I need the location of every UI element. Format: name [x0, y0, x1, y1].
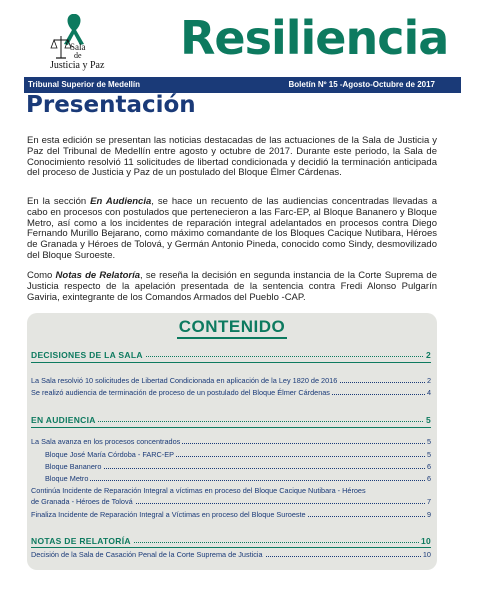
toc-entry-label: Finaliza Incidente de Reparación Integral a Víctimas en proceso del Bloque Suroeste [31, 510, 306, 519]
toc-subentry[interactable] [45, 461, 431, 473]
toc-entry-label: Continúa Incidente de Reparación Integral a víctimas en proceso del Bloque Cacique Nutibara - Héroes [31, 486, 366, 495]
toc-page-number: 5 [426, 450, 431, 459]
contents-heading: CONTENIDO [178, 317, 286, 336]
logo-text-justicia-paz: Justicia y Paz [50, 60, 105, 71]
text-span: , se reseña la decisión en segunda instancia de la Corte Suprema de Justicia respecto de la apelación presentada de la sentencia contra Fredi Alonso Pulgarín Gaviria, exintegrante de los Comandos Armados del Pueblo -CAP. [27, 270, 437, 303]
section-divider [31, 547, 431, 548]
toc-page-number: 2 [425, 350, 431, 360]
toc-section-notas-relatoria[interactable] [31, 535, 431, 547]
toc-entry[interactable] [31, 436, 431, 448]
toc-page-number: 10 [420, 536, 431, 546]
toc-page-number: 9 [426, 510, 431, 519]
toc-entry-label: La Sala resolvió 10 solicitudes de Libertad Condicionada en aplicación de la Ley 1820 de 2016 [31, 376, 338, 385]
toc-entry-label: Bloque Metro [45, 474, 89, 483]
heading-underline [177, 337, 287, 339]
logo-text-sala: Sala [70, 42, 86, 52]
toc-entry[interactable] [31, 375, 431, 387]
toc-section-label: DECISIONES DE LA SALA [31, 350, 143, 360]
emphasis-notas-relatoria: Notas de Relatoría [55, 270, 141, 281]
emphasis-en-audiencia: En Audiencia [90, 196, 152, 207]
section-title: Presentación [26, 92, 196, 118]
section-divider [31, 427, 431, 428]
text-span: Como [27, 270, 56, 281]
toc-entry-label: La Sala avanza en los procesos concentrados [31, 437, 181, 446]
toc-entry-label: Bloque Bananero [45, 462, 102, 471]
toc-page-number: 10 [422, 550, 431, 559]
toc-section-label: NOTAS DE RELATORÍA [31, 536, 131, 546]
toc-page-number: 6 [426, 462, 431, 471]
bulletin-issue: Boletín Nº 15 -Agosto-Octubre de 2017 [288, 80, 435, 89]
section-divider [31, 362, 431, 363]
toc-subentry[interactable] [45, 473, 431, 485]
toc-entry[interactable] [31, 509, 431, 521]
toc-entry[interactable] [31, 387, 431, 399]
toc-entry[interactable] [31, 549, 431, 561]
intro-paragraph-2 [27, 197, 437, 262]
text-span: En la sección [27, 196, 91, 207]
tribunal-name: Tribunal Superior de Medellín [28, 80, 141, 89]
toc-entry-label: Se realizó audiencia de terminación de proceso de un postulado del Bloque Élmer Cárdenas [31, 388, 330, 397]
intro-paragraph-3 [27, 271, 437, 303]
leader-dots [45, 480, 431, 481]
table-of-contents [27, 313, 437, 570]
logo-text-de: de [74, 51, 82, 60]
header-bar [24, 77, 461, 93]
toc-entry[interactable] [31, 496, 431, 508]
publication-title: Resiliencia [180, 11, 449, 65]
toc-section-en-audiencia[interactable] [31, 414, 431, 426]
sala-justicia-paz-logo [30, 10, 120, 72]
toc-section-label: EN AUDIENCIA [31, 415, 96, 425]
toc-page-number: 5 [425, 415, 431, 425]
toc-entry-label: Decisión de la Sala de Casación Penal de la Corte Suprema de Justicia [31, 550, 263, 559]
toc-entry-label: de Granada - Héroes de Tolová [31, 497, 133, 506]
intro-paragraph-1: En esta edición se presentan las noticias destacadas de las actuaciones de la Sala de Justicia y Paz del Tribunal de Medellín entre agosto y octubre de 2017. Durante este periodo, la Sala de Conocimiento resolvió 11 solicitudes de libertad condicionada y decidió la terminación anticipada del proceso de Justicia y Paz de un postulado del Bloque Élmer Cárdenas. [27, 135, 437, 179]
toc-page-number: 6 [426, 474, 431, 483]
toc-page-number: 4 [426, 388, 431, 397]
text-span: , se hace un recuento de las audiencias concentradas llevadas a cabo en procesos con postulados que pertenecieron a las Farc-EP, al Bloque Bananero y Bloque Metro, así como a los incidentes de reparación integral adelantados en procesos contra Diego Fernando Murillo Bejarano, como máximo comandante de los Bloques Cacique Nutibara, Héroes de Granada y Héroes de Tolová, y Germán Antonio Pineda, conocido como Sindy, desmovilizado del Bloque Suroeste. [27, 196, 437, 261]
toc-entry-label: Bloque José María Córdoba - FARC-EP [45, 450, 174, 459]
toc-page-number: 2 [426, 376, 431, 385]
toc-section-decisiones[interactable] [31, 349, 431, 361]
toc-page-number: 5 [426, 437, 431, 446]
toc-page-number: 7 [426, 497, 431, 506]
toc-subentry[interactable] [45, 449, 431, 461]
